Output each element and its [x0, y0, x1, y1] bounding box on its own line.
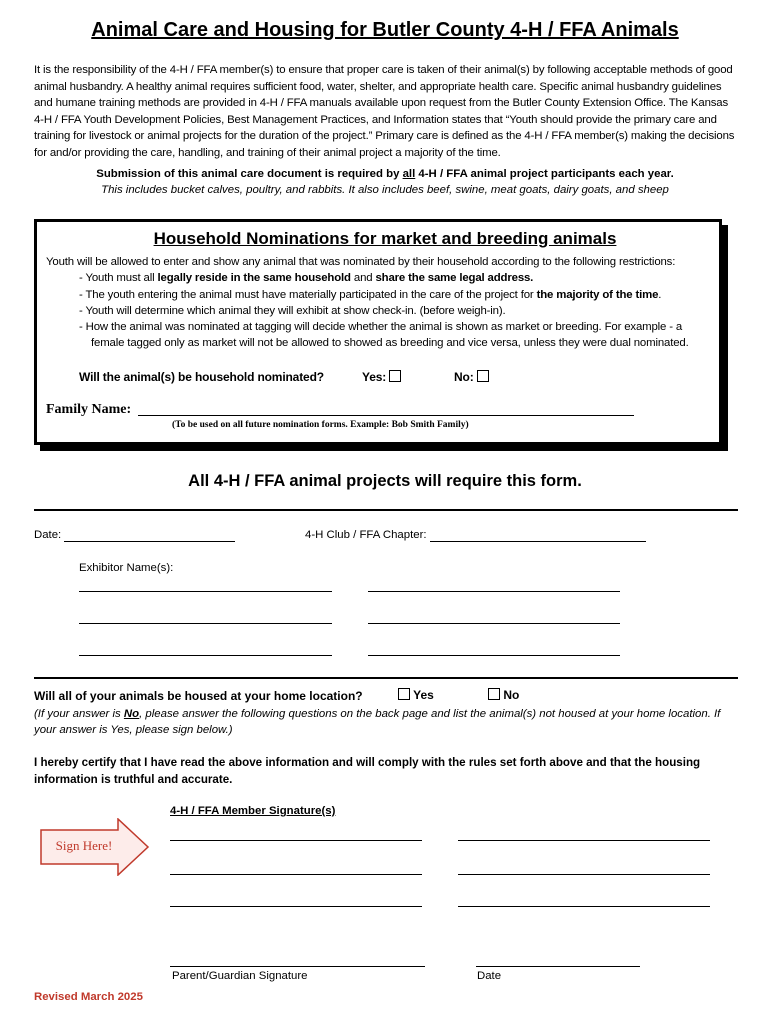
- submission-notice: [0, 168, 770, 180]
- household-rule-2: [79, 287, 709, 304]
- parent-signature-field[interactable]: [170, 966, 425, 967]
- housed-note: [34, 706, 734, 738]
- exhibitor-field-4[interactable]: [368, 623, 620, 624]
- household-no-checkbox[interactable]: [477, 370, 489, 382]
- exhibitor-field-3[interactable]: [79, 623, 332, 624]
- rule-1-bold: legally reside in the same household: [157, 272, 351, 284]
- housed-yes-label: Yes: [413, 688, 434, 702]
- household-rule-4: - How the animal was nominated at tagging will decide whether the animal is shown as market or breeding. For example - a: [79, 321, 683, 333]
- rule-1-bold-2: share the same legal address.: [375, 272, 534, 284]
- exhibitor-field-6[interactable]: [368, 655, 620, 656]
- member-signature-field-4[interactable]: [458, 874, 710, 875]
- date-label: Date:: [34, 529, 62, 541]
- revised-date: Revised March 2025: [34, 991, 143, 1003]
- household-title: Household Nominations for market and breeding animals: [153, 229, 617, 248]
- member-signature-field-1[interactable]: [170, 840, 422, 841]
- submission-all: all: [402, 168, 416, 180]
- household-no-label: No:: [454, 370, 474, 384]
- exhibitor-field-5[interactable]: [79, 655, 332, 656]
- household-yes: [362, 369, 401, 386]
- all-require-heading: All 4-H / FFA animal projects will require this form.: [188, 472, 582, 490]
- housed-yes-checkbox[interactable]: [398, 688, 410, 700]
- club-label: 4-H Club / FFA Chapter:: [305, 529, 427, 541]
- rule-2-bold: the majority of the time: [536, 289, 659, 301]
- date-field[interactable]: [64, 541, 235, 542]
- household-question: Will the animal(s) be household nominated?: [79, 370, 324, 384]
- rule-2-text: - The youth entering the animal must have materially participated in the care of the project for: [79, 289, 537, 301]
- member-signature-field-3[interactable]: [170, 874, 422, 875]
- member-signature-label: 4-H / FFA Member Signature(s): [170, 805, 336, 817]
- housed-yes: [398, 688, 434, 702]
- household-rule-1: [79, 270, 709, 287]
- member-signature-field-6[interactable]: [458, 906, 710, 907]
- exhibitor-label: Exhibitor Name(s):: [79, 562, 174, 574]
- rule-1-and: and: [350, 272, 376, 284]
- includes-notice: This includes bucket calves, poultry, and rabbits. It also includes beef, swine, meat goats, dairy goats, and sheep: [101, 184, 669, 196]
- divider-top: [34, 509, 738, 511]
- parent-date-field[interactable]: [476, 966, 640, 967]
- page-title: Animal Care and Housing for Butler County 4-H / FFA Animals: [91, 19, 679, 41]
- household-rule-3: - Youth will determine which animal they will exhibit at show check-in. (before weigh-in).: [79, 305, 506, 317]
- rule-2-end: .: [658, 289, 662, 301]
- member-signature-field-5[interactable]: [170, 906, 422, 907]
- parent-date-label: Date: [477, 970, 502, 982]
- exhibitor-field-1[interactable]: [79, 591, 332, 592]
- intro-paragraph: It is the responsibility of the 4-H / FFA member(s) to ensure that proper care is taken of their animal(s) by following acceptable methods of good animal husbandry. A healthy animal requires sufficient food, water, shelter, and appropriate health care. Specific animal husbandry guidelines and humane training methods are provided in 4-H / FFA manuals available upon request from the Butler County Extension Office. The Kansas 4-H / FFA Youth Development Policies, Best Management Practices, and Information states that “Youth should provide the primary care and training for livestock or animal projects for the duration of the project.” Primary care is defined as the 4-H / FFA member(s) making the decisions for and/or providing the care, handling, and training of their animal project a majority of the time.: [34, 64, 735, 159]
- sign-here-label: Sign Here!: [55, 838, 113, 853]
- member-signature-field-2[interactable]: [458, 840, 710, 841]
- housed-note-no: No: [123, 708, 140, 720]
- sign-here-arrow: [40, 818, 150, 881]
- housed-note-b: , please answer the following questions on the back page and list the animal(s) not housed at your home location. If your answer is Yes, please sign below.): [34, 708, 721, 736]
- divider-bottom: [34, 677, 738, 679]
- household-no: [454, 369, 489, 386]
- household-yes-checkbox[interactable]: [389, 370, 401, 382]
- household-yes-label: Yes:: [362, 370, 387, 384]
- family-name-note: (To be used on all future nomination forms. Example: Bob Smith Family): [172, 420, 469, 430]
- housed-question: Will all of your animals be housed at your home location?: [34, 689, 363, 703]
- exhibitor-field-2[interactable]: [368, 591, 620, 592]
- family-name-label: Family Name:: [46, 402, 132, 417]
- submission-text-end: 4-H / FFA animal project participants each year.: [415, 168, 674, 180]
- housed-no: [488, 688, 519, 702]
- certify-statement: I hereby certify that I have read the above information and will comply with the rules set forth above and that the housing information is truthful and accurate.: [34, 756, 701, 786]
- family-name-field[interactable]: [138, 415, 634, 416]
- parent-signature-label: Parent/Guardian Signature: [172, 970, 308, 982]
- rule-1-text: - Youth must all: [79, 272, 158, 284]
- housed-no-checkbox[interactable]: [488, 688, 500, 700]
- submission-text: Submission of this animal care document is required by: [96, 168, 403, 180]
- housed-no-label: No: [503, 688, 520, 702]
- household-rule-4-cont: female tagged only as market will not be allowed to showed as breeding and vice versa, unless they were dual nominated.: [91, 337, 689, 349]
- club-field[interactable]: [430, 541, 646, 542]
- household-intro: Youth will be allowed to enter and show any animal that was nominated by their household according to the following restrictions:: [46, 256, 676, 268]
- housed-note-a: (If your answer is: [34, 708, 124, 720]
